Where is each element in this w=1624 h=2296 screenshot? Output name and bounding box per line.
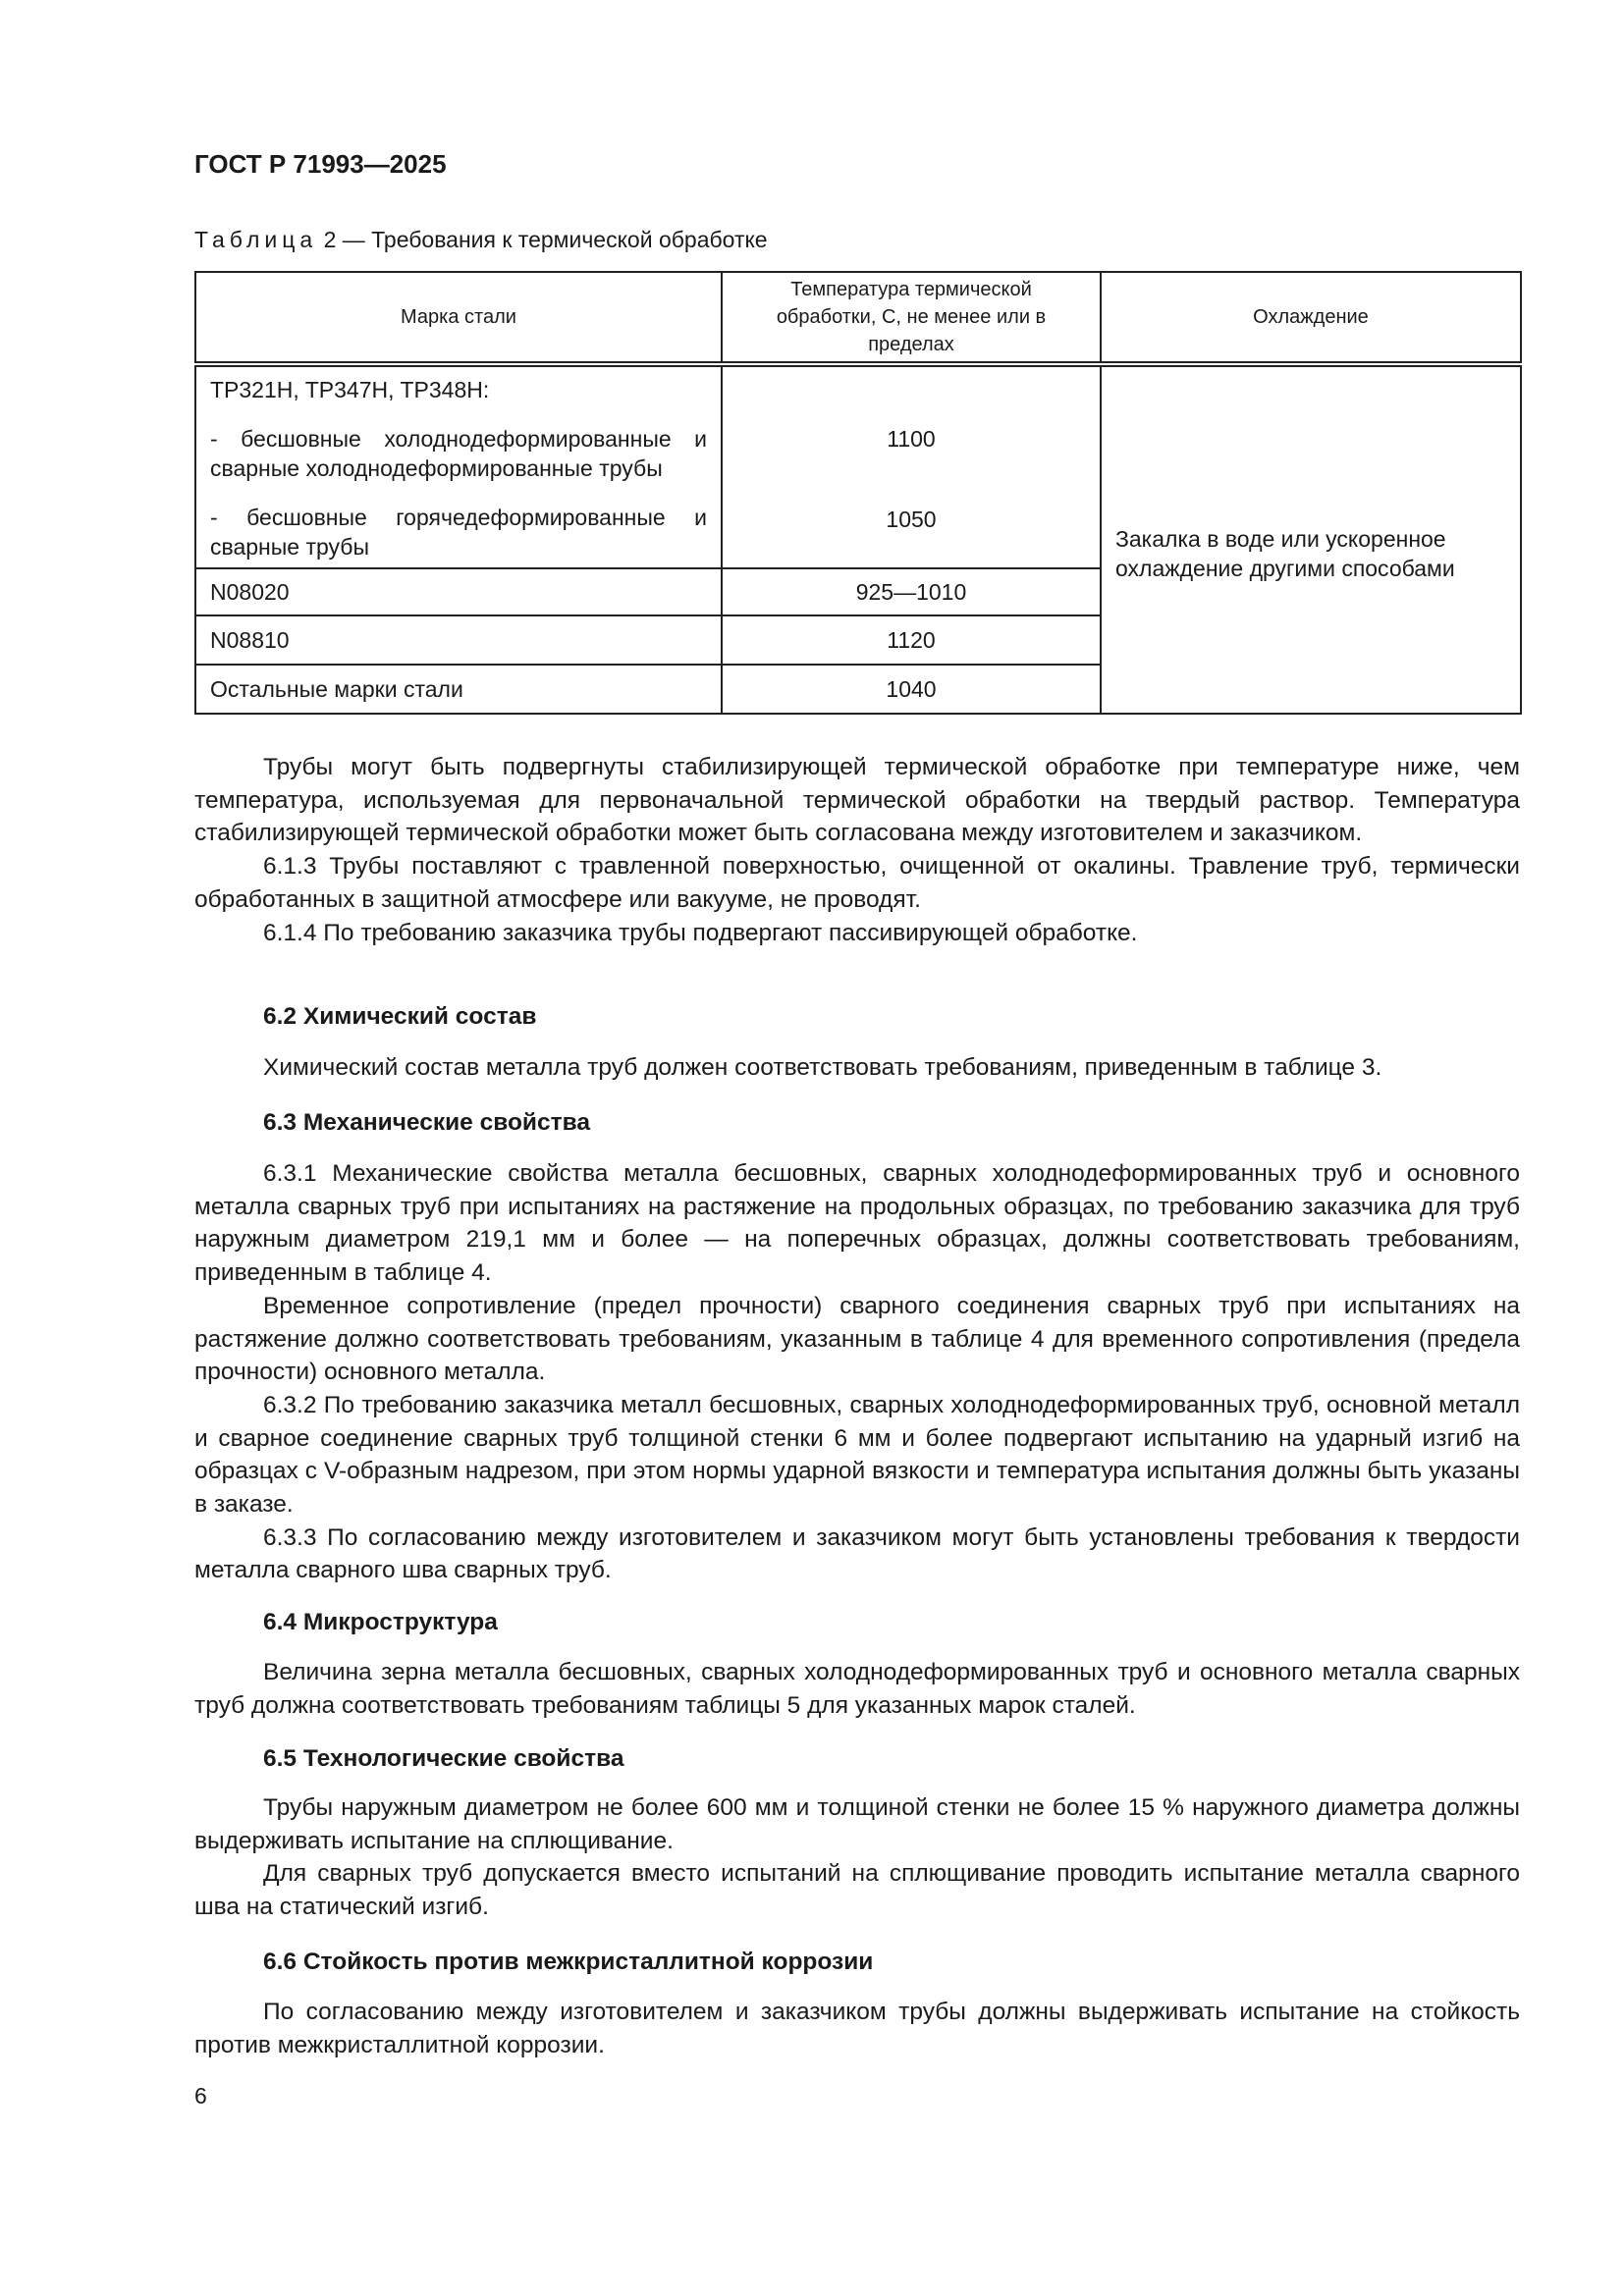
grade-subitem: - бесшовные холоднодеформированные и сварные холоднодеформированные трубы (210, 426, 707, 481)
page-number: 6 (194, 2083, 207, 2109)
cooling-cell (1101, 364, 1521, 714)
grade-group-label: TP321H, TP347H, TP348H: (210, 377, 490, 402)
paragraph: 6.1.4 По требованию заказчика трубы подвергают пассивирующей обработке. (263, 919, 1138, 946)
paragraph: Трубы могут быть подвергнуты стабилизирующей термической обработке при температуре ниже, чем температура, используемая для первоначальной термической обработки на твердый раствор. Температура стабилизирующей термической обработки может быть согласована между изготовителем и заказчиком. (194, 754, 1520, 847)
paragraph: Трубы наружным диаметром не более 600 мм и толщиной стенки не более 15 % наружного диаметра должны выдерживать испытание на сплющивание. (194, 1794, 1520, 1854)
temp-value: 1100 (887, 426, 936, 452)
temp-cell: 925—1010 (722, 568, 1101, 615)
column-header: Марка стали (195, 272, 722, 364)
table-row (195, 364, 1521, 568)
cooling-text: Закалка в воде или ускоренное охлаждение другими способами (1115, 526, 1455, 581)
column-header: Температура термической обработки, С, не менее или в пределах (722, 272, 1101, 364)
paragraph: 6.3.1 Механические свойства металла бесшовных, сварных холоднодеформированных труб и основного металла сварных труб при испытаниях на растяжение на продольных образцах, по требованию заказчика для труб наружным диаметром 219,1 мм и более — на поперечных образцах, должны соответствовать требованиям, приведенным в таблице 4. (194, 1160, 1520, 1287)
section-heading: 6.6 Стойкость против межкристаллитной коррозии (263, 1949, 874, 1975)
temp-cell: 1040 (722, 665, 1101, 714)
grade-cell (195, 364, 722, 568)
grade-cell: N08810 (195, 615, 722, 665)
section-heading: 6.4 Микроструктура (263, 1609, 498, 1635)
paragraph: Химический состав металла труб должен соответствовать требованиям, приведенным в таблице 3. (263, 1054, 1382, 1081)
paragraph: 6.3.2 По требованию заказчика металл бесшовных, сварных холоднодеформированных труб, основной металл и сварное соединение сварных труб толщиной стенки 6 мм и более подвергают испытанию на ударный изгиб на образцах с V-образным надрезом, при этом нормы ударной вязкости и температура испытания должны быть указаны в заказе. (194, 1391, 1520, 1519)
section-heading: 6.2 Химический состав (263, 1003, 537, 1030)
paragraph: Временное сопротивление (предел прочности) сварного соединения сварных труб при испытаниях на растяжение должно соответствовать требованиям, указанным в таблице 4 для временного сопротивления (предела прочности) основного металла. (194, 1292, 1520, 1386)
grade-cell: Остальные марки стали (195, 665, 722, 714)
grade-subitem: - бесшовные горячедеформированные и сварные трубы (210, 505, 707, 560)
document-id: ГОСТ Р 71993—2025 (194, 149, 447, 179)
paragraph: 6.1.3 Трубы поставляют с травленной поверхностью, очищенной от окалины. Травление труб, термически обработанных в защитной атмосфере или вакууме, не проводят. (194, 853, 1520, 913)
temp-cell: 1120 (722, 615, 1101, 665)
table-header-row (195, 272, 1521, 364)
caption-prefix: Таблица (194, 227, 318, 252)
column-header: Охлаждение (1101, 272, 1521, 364)
temp-cell (722, 364, 1101, 568)
section-heading: 6.5 Технологические свойства (263, 1745, 624, 1772)
paragraph: По согласованию между изготовителем и заказчиком трубы должны выдерживать испытание на стойкость против межкристаллитной коррозии. (194, 1999, 1520, 2058)
paragraph: Величина зерна металла бесшовных, сварных холоднодеформированных труб и основного металла сварных труб должна соответствовать требованиям таблицы 5 для указанных марок сталей. (194, 1659, 1520, 1719)
section-6-5-body (194, 1791, 1520, 1924)
paragraph: 6.3.3 По согласованию между изготовителем и заказчиком могут быть установлены требования к твердости металла сварного шва сварных труб. (194, 1523, 1520, 1584)
temp-value: 1050 (886, 507, 937, 532)
table-caption (194, 227, 1520, 253)
section-heading: 6.3 Механические свойства (263, 1109, 590, 1136)
section-6-3-body (194, 1157, 1520, 1587)
paragraph: Для сварных труб допускается вместо испытаний на сплющивание проводить испытание металла сварного шва на статический изгиб. (194, 1860, 1520, 1921)
caption-text: 2 — Требования к термической обработке (323, 227, 768, 252)
grade-cell: N08020 (195, 568, 722, 615)
section-6-1-continued (194, 751, 1520, 949)
heat-treatment-table (194, 271, 1522, 715)
